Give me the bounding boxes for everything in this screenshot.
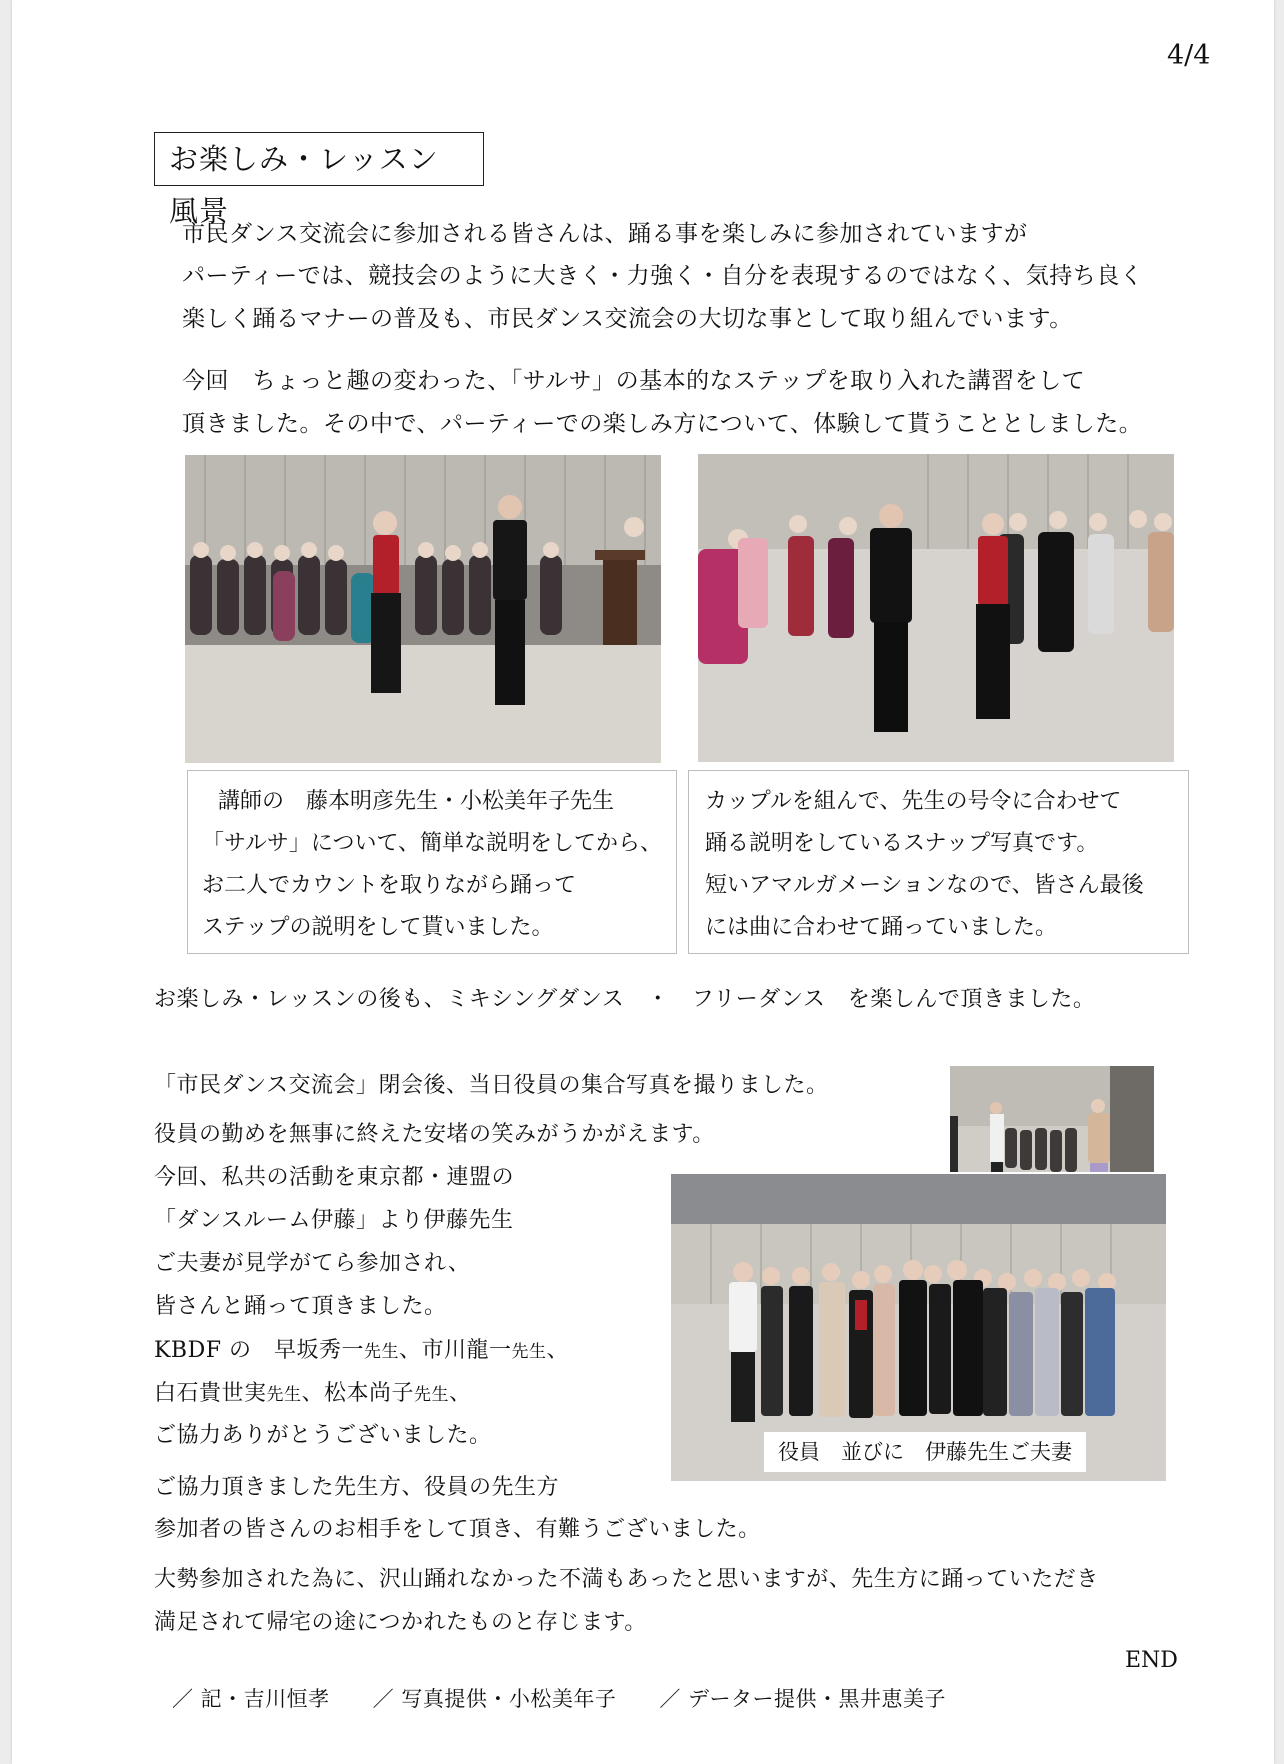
kbdf-prefix: KBDF の 早坂秀一 — [154, 1338, 364, 1363]
lesson-line-1: 今回 ちょっと趣の変わった、「サルサ」の基本的なステップを取り入れた講習をして — [182, 368, 1086, 394]
caption-right-line-1: カップルを組んで、先生の号令に合わせて — [705, 789, 1122, 814]
section-title: お楽しみ・レッスン 風景 — [154, 132, 484, 186]
final-line-2: 参加者の皆さんのお相手をして頂き、有難うございました。 — [154, 1517, 761, 1542]
intro-line-3: 楽しく踊るマナーの普及も、市民ダンス交流会の大切な事として取り組んでいます。 — [182, 306, 1073, 332]
final-line-4: 満足されて帰宅の途につかれたものと存じます。 — [154, 1610, 647, 1635]
caption-left-line-3: お二人でカウントを取りながら踊って — [202, 873, 577, 898]
intro-line-2: パーティーでは、競技会のように大きく・力強く・自分を表現するのではなく、気持ち良く — [182, 263, 1144, 289]
kbdf-end: 、 — [546, 1338, 570, 1363]
caption-box-right — [688, 770, 1189, 954]
kbdf2-suffix-1: 先生 — [266, 1385, 302, 1405]
kbdf2-c: 、 — [449, 1381, 472, 1406]
group-photo-caption: 役員 並びに 伊藤先生ご夫妻 — [764, 1432, 1086, 1472]
kbdf-suffix-1: 先生 — [364, 1342, 399, 1362]
caption-right-line-4: には曲に合わせて踊っていました。 — [705, 915, 1058, 940]
closing-line-3: 今回、私共の活動を東京都・連盟の — [154, 1165, 515, 1190]
thanks-line: ご協力ありがとうございました。 — [154, 1423, 492, 1448]
document-page — [12, 0, 1274, 1764]
caption-right-line-2: 踊る説明をしているスナップ写真です。 — [705, 831, 1099, 856]
after-lesson-text: お楽しみ・レッスンの後も、ミキシングダンス ・ フリーダンス を楽しんで頂きました。 — [154, 987, 1096, 1012]
closing-line-5: ご夫妻が見学がてら参加され、 — [154, 1251, 471, 1276]
lesson-photo-instructors — [185, 455, 661, 763]
closing-line-2: 役員の勤めを無事に終えた安堵の笑みがうかがえます。 — [154, 1122, 715, 1147]
final-line-3: 大勢参加された為に、沢山踊れなかった不満もあったと思いますが、先生方に踊っていただき — [154, 1567, 1099, 1592]
intro-line-1: 市民ダンス交流会に参加される皆さんは、踊る事を楽しみに参加されていますが — [182, 221, 1028, 247]
kbdf2-a: 白石貴世実 — [154, 1381, 267, 1406]
kbdf2-suffix-2: 先生 — [414, 1385, 450, 1405]
kbdf-line — [154, 1333, 569, 1364]
kbdf-line-2 — [154, 1376, 472, 1407]
page-number: 4/4 — [1167, 40, 1211, 71]
closing-line-6: 皆さんと踊って頂きました。 — [154, 1294, 447, 1319]
caption-right-line-3: 短いアマルガメーションなので、皆さん最後 — [705, 873, 1144, 898]
end-mark: END — [1125, 1648, 1178, 1673]
caption-left-line-1: 講師の 藤本明彦先生・小松美年子先生 — [218, 789, 615, 814]
closing-line-1: 「市民ダンス交流会」閉会後、当日役員の集合写真を撮りました。 — [154, 1073, 829, 1098]
kbdf-suffix-2: 先生 — [511, 1342, 547, 1362]
kbdf-mid: 、市川龍一 — [399, 1338, 512, 1363]
kbdf2-b: 、松本尚子 — [301, 1381, 415, 1406]
lesson-line-2: 頂きました。その中で、パーティーでの楽しみ方について、体験して貰うこととしました。 — [182, 411, 1143, 437]
final-line-1: ご協力頂きました先生方、役員の先生方 — [154, 1475, 560, 1500]
lesson-photo-couples — [698, 454, 1174, 762]
caption-left-line-2: 「サルサ」について、簡単な説明をしてから、 — [202, 831, 663, 856]
closing-line-4: 「ダンスルーム伊藤」より伊藤先生 — [154, 1208, 514, 1233]
credits: ／ 記・吉川恒孝 ／ 写真提供・小松美年子 ／ データー提供・黒井恵美子 — [172, 1687, 947, 1711]
caption-left-line-4: ステップの説明をして貰いました。 — [202, 915, 554, 940]
caption-box-left — [187, 770, 677, 954]
